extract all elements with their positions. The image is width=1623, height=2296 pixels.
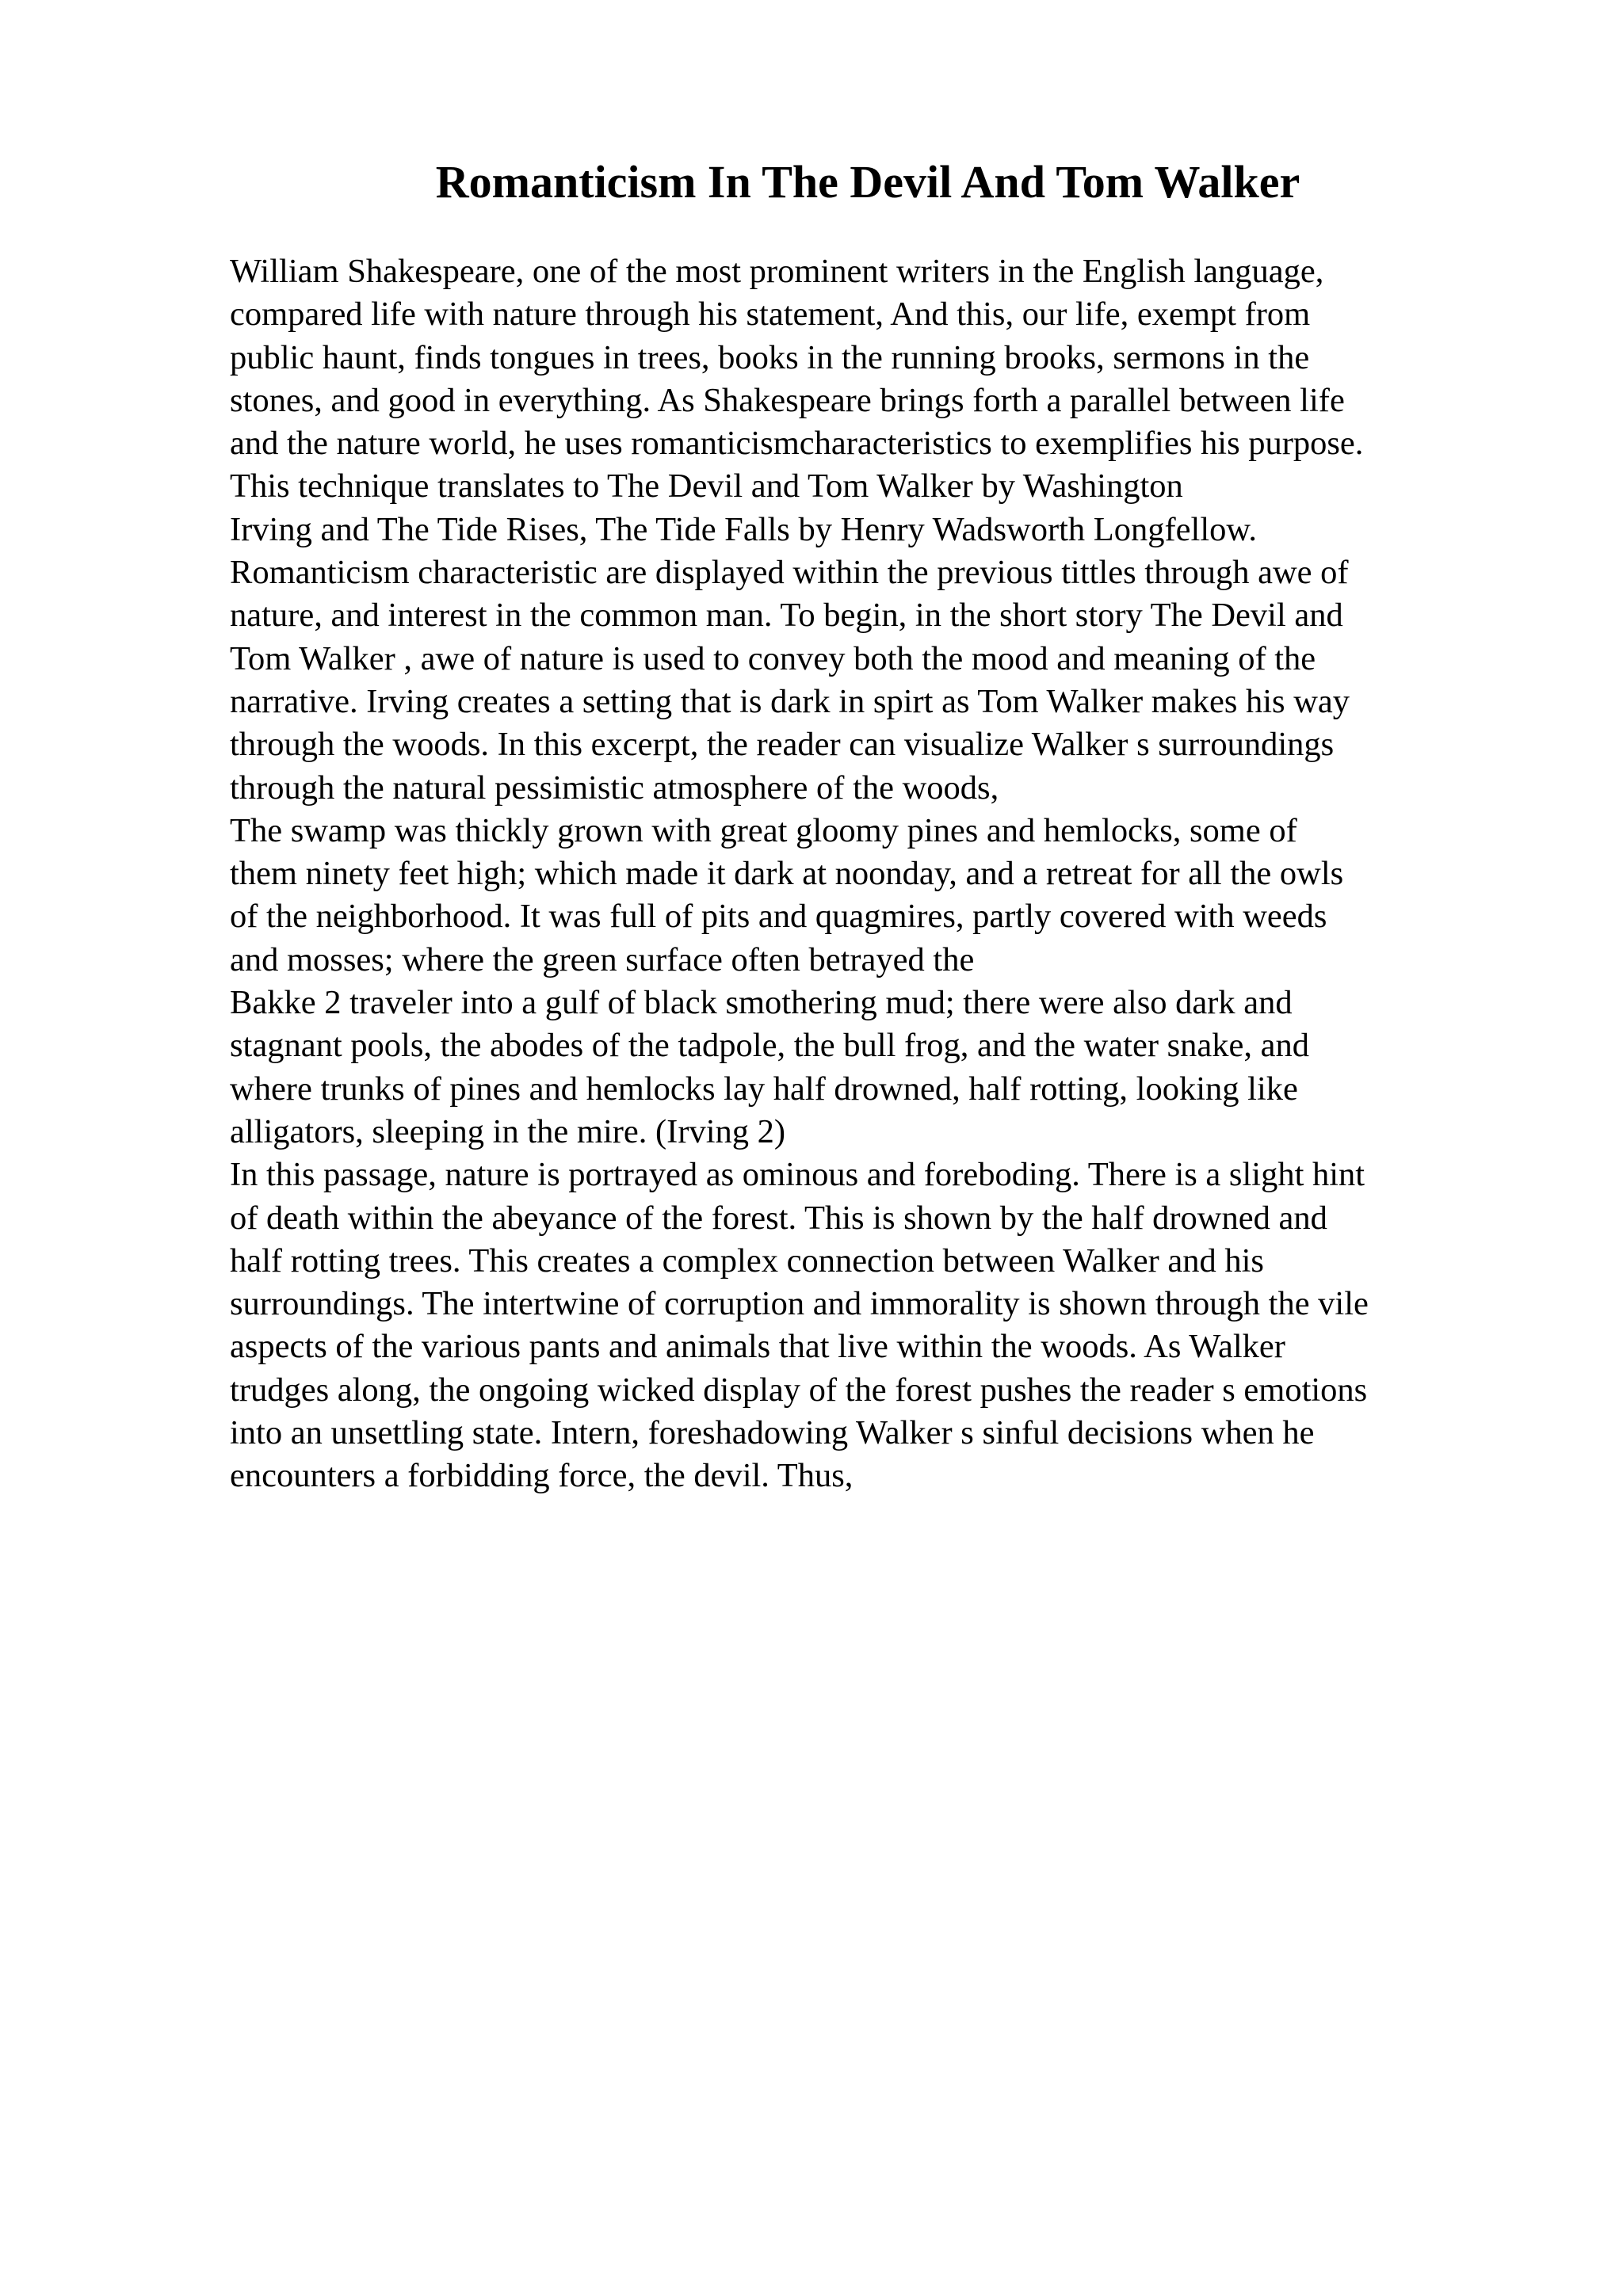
text-line: alligators, sleeping in the mire. (Irving 2)	[230, 1112, 786, 1150]
text-line: and mosses; where the green surface often betrayed the	[230, 940, 975, 978]
text-line: Tom Walker , awe of nature is used to convey both the mood and meaning of the	[230, 639, 1316, 677]
text-line: This technique translates to The Devil and Tom Walker by Washington	[230, 467, 1183, 505]
text-line: Irving and The Tide Rises, The Tide Falls by Henry Wadsworth Longfellow.	[230, 510, 1257, 548]
text-line: Romanticism characteristic are displayed within the previous tittles through awe of	[230, 554, 1349, 592]
text-line: compared life with nature through his statement, And this, our life, exempt from	[230, 296, 1311, 334]
text-line: through the natural pessimistic atmosphere of the woods,	[230, 769, 999, 807]
text-line: public haunt, finds tongues in trees, books in the running brooks, sermons in the	[230, 338, 1310, 376]
text-line: In this passage, nature is portrayed as ominous and foreboding. There is a slight hint	[230, 1156, 1365, 1194]
text-line: of the neighborhood. It was full of pits and quagmires, partly covered with weeds	[230, 898, 1327, 936]
text-line: nature, and interest in the common man. To begin, in the short story The Devil and	[230, 597, 1343, 635]
text-line: of death within the abeyance of the forest. This is shown by the half drowned and	[230, 1199, 1327, 1237]
text-line: encounters a forbidding force, the devil. Thus,	[230, 1457, 854, 1495]
text-line: aspects of the various pants and animals that live within the woods. As Walker	[230, 1328, 1285, 1366]
document-body	[230, 250, 1545, 1498]
text-line: half rotting trees. This creates a complex connection between Walker and his	[230, 1241, 1264, 1280]
text-line: surroundings. The intertwine of corruption and immorality is shown through the vile	[230, 1285, 1369, 1323]
text-line: stagnant pools, the abodes of the tadpole, the bull frog, and the water snake, and	[230, 1027, 1309, 1065]
text-line: and the nature world, he uses romanticismcharacteristics to exemplifies his purpose.	[230, 425, 1364, 463]
text-line: William Shakespeare, one of the most prominent writers in the English language,	[230, 253, 1324, 290]
text-line: trudges along, the ongoing wicked display of the forest pushes the reader s emotions	[230, 1371, 1368, 1409]
text-line: through the woods. In this excerpt, the reader can visualize Walker s surroundings	[230, 726, 1335, 764]
text-line: into an unsettling state. Intern, foreshadowing Walker s sinful decisions when he	[230, 1414, 1315, 1452]
text-line: stones, and good in everything. As Shakespeare brings forth a parallel between life	[230, 381, 1345, 419]
text-line: where trunks of pines and hemlocks lay half drowned, half rotting, looking like	[230, 1070, 1298, 1108]
text-line: The swamp was thickly grown with great gloomy pines and hemlocks, some of	[230, 811, 1297, 849]
text-line: them ninety feet high; which made it dark at noonday, and a retreat for all the owls	[230, 855, 1344, 893]
document-title: Romanticism In The Devil And Tom Walker	[435, 156, 1300, 208]
text-line: Bakke 2 traveler into a gulf of black smothering mud; there were also dark and	[230, 984, 1293, 1022]
text-line: narrative. Irving creates a setting that is dark in spirt as Tom Walker makes his way	[230, 682, 1350, 720]
